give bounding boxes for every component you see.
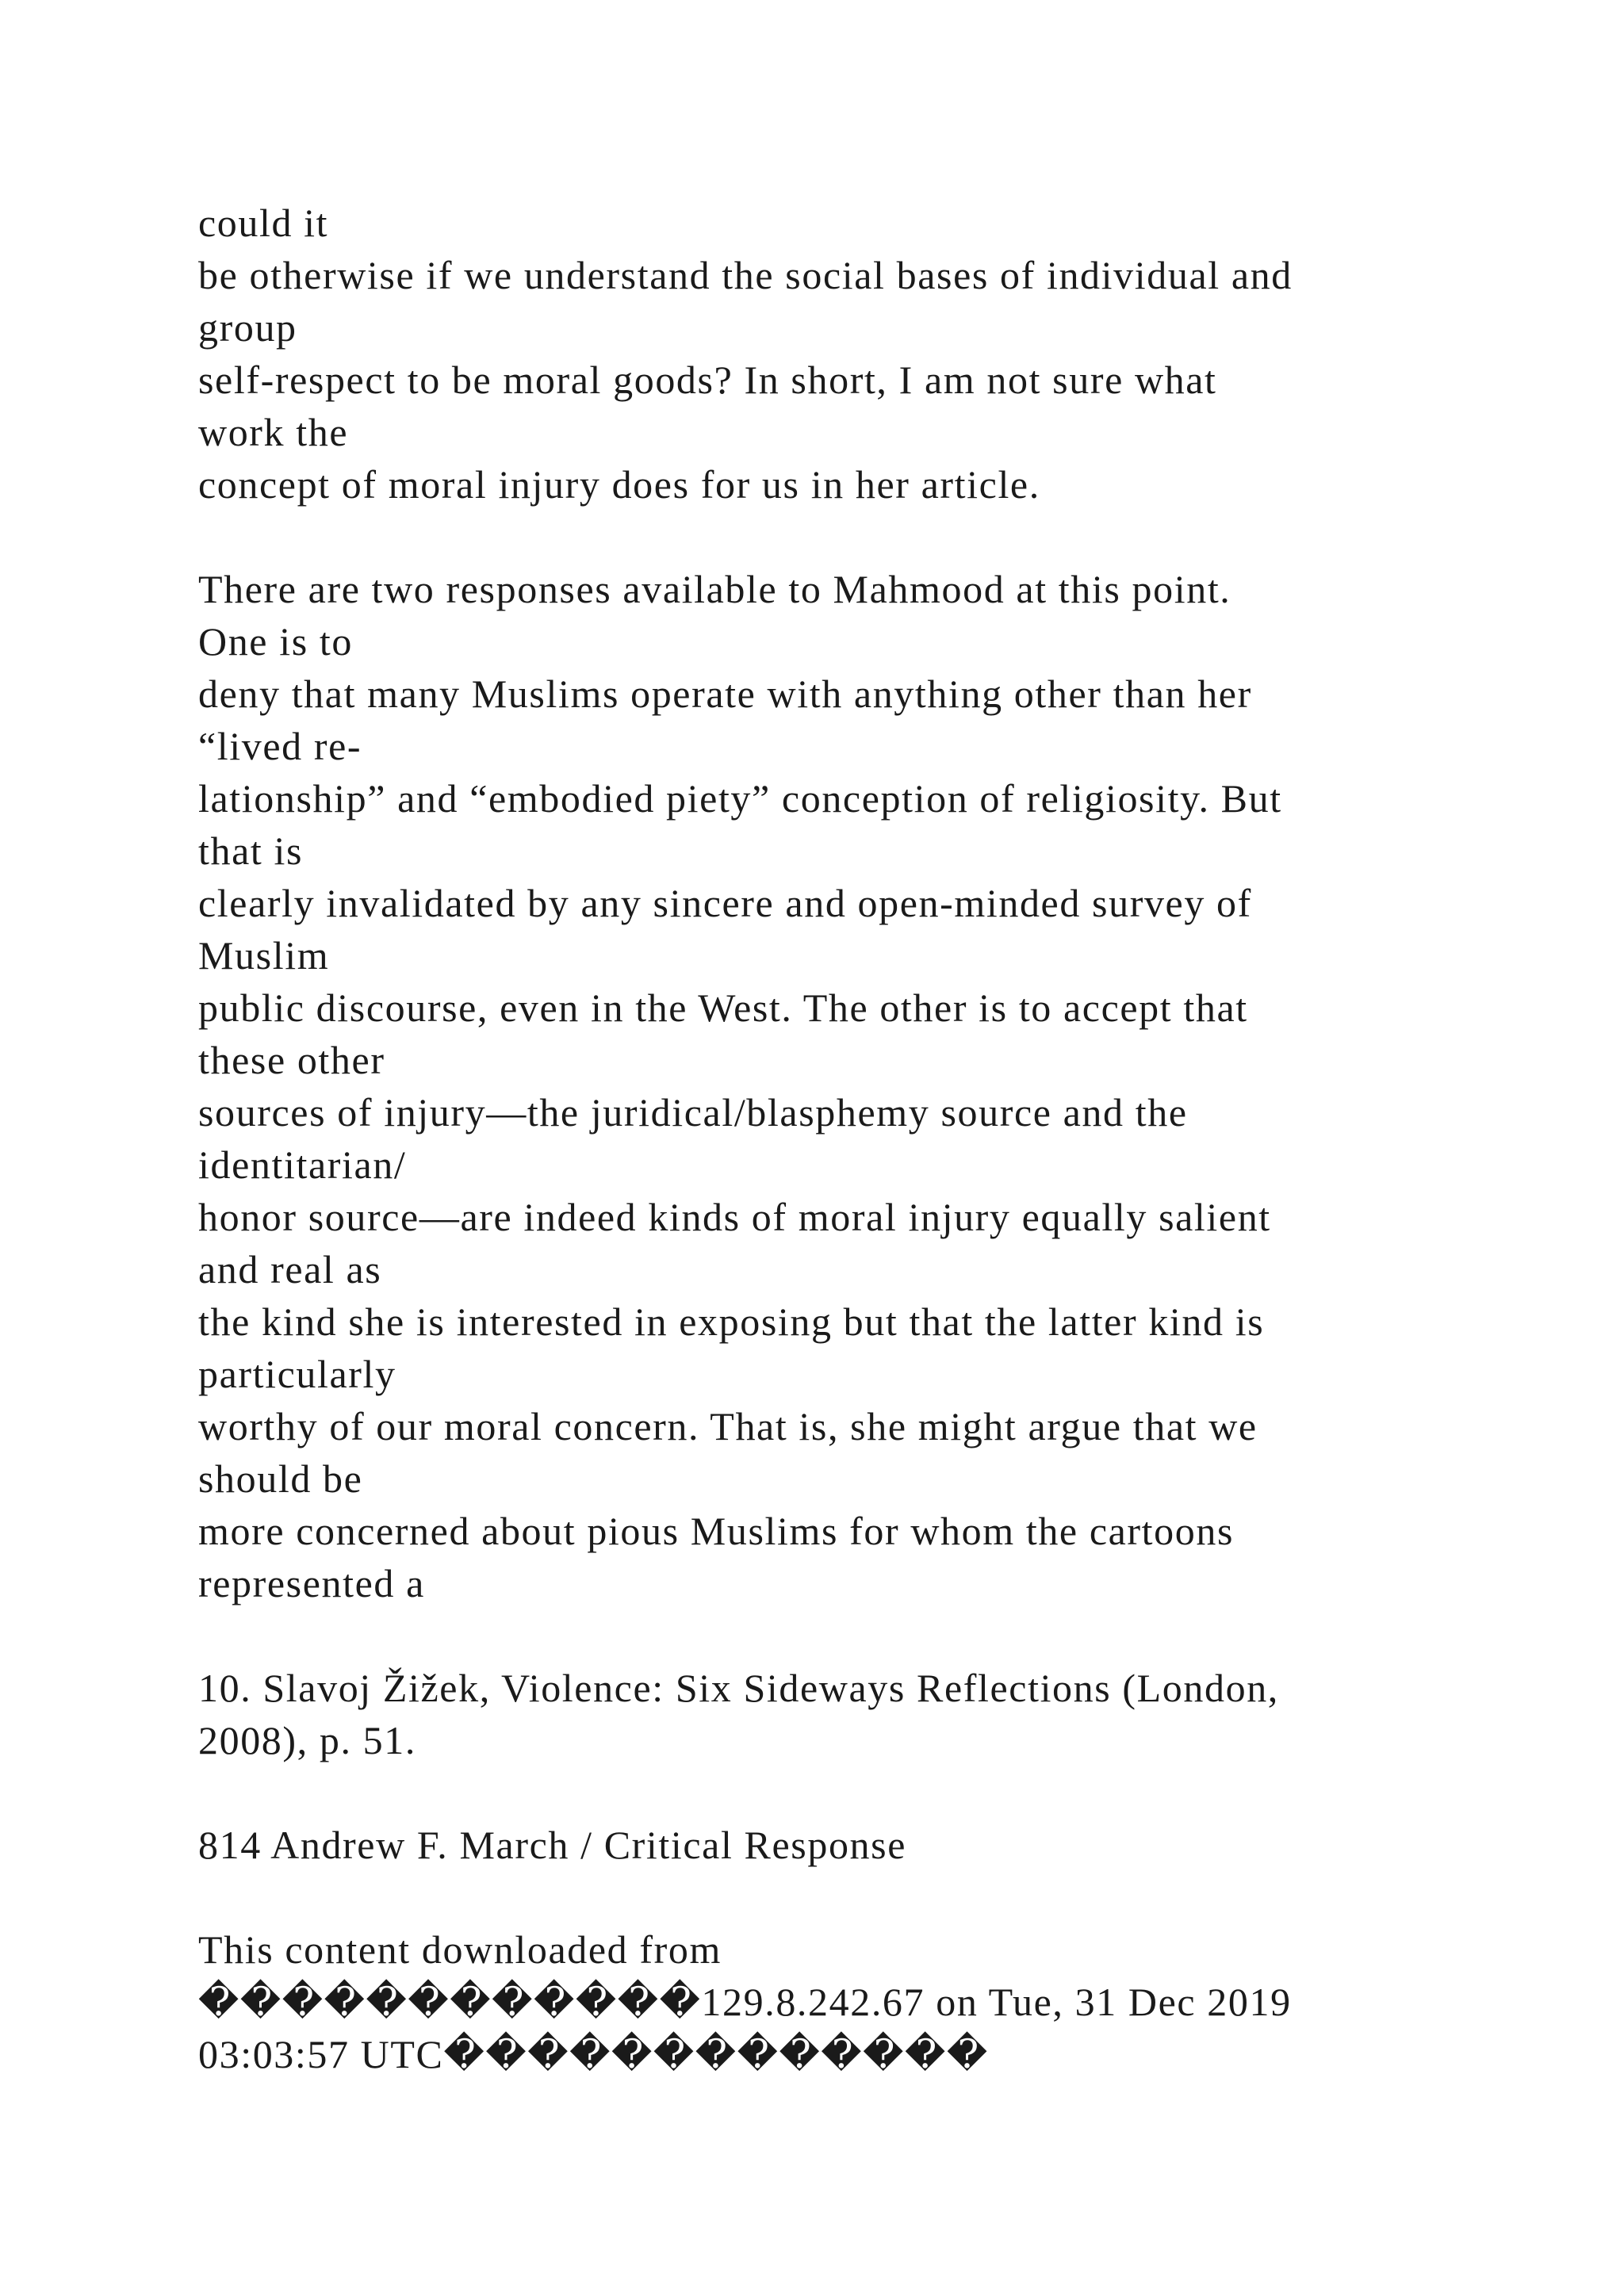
text-line: sources of injury—the juridical/blasphemy source and the	[198, 1090, 1188, 1135]
text-line: There are two responses available to Mahmood at this point.	[198, 567, 1231, 611]
text-line: group	[198, 305, 297, 350]
footnote-10	[198, 1662, 1546, 1766]
text-line: work the	[198, 410, 349, 454]
text-line: particularly	[198, 1352, 396, 1396]
download-notice-line: 03:03:57 UTC�������������	[198, 2032, 989, 2076]
text-line: “lived re-	[198, 724, 362, 768]
text-line: deny that many Muslims operate with anything other than her	[198, 672, 1252, 716]
paragraph-gap	[198, 511, 1546, 563]
paragraph-gap	[198, 1871, 1546, 1923]
text-line: self-respect to be moral goods? In short, I am not sure what	[198, 358, 1217, 402]
running-footer: 814 Andrew F. March / Critical Response	[198, 1823, 906, 1867]
text-line: these other	[198, 1038, 385, 1082]
download-notice-line: ������������129.8.242.67 on Tue, 31 Dec 2019	[198, 1980, 1292, 2024]
body-paragraph-1	[198, 197, 1546, 511]
footnote-line: 10. Slavoj Žižek, Violence: Six Sideways Reflections (London,	[198, 1666, 1279, 1710]
text-line: that is	[198, 828, 304, 873]
text-line: should be	[198, 1456, 363, 1501]
text-line: identitarian/	[198, 1142, 407, 1187]
text-line: One is to	[198, 619, 353, 664]
text-line: concept of moral injury does for us in her article.	[198, 462, 1040, 507]
download-notice	[198, 1923, 1546, 2080]
text-line: represented a	[198, 1561, 425, 1605]
text-line: could it	[198, 201, 329, 245]
text-line: Muslim	[198, 933, 330, 978]
text-line: worthy of our moral concern. That is, she might argue that we	[198, 1404, 1258, 1448]
download-notice-line: This content downloaded from	[198, 1927, 722, 1972]
text-line: honor source—are indeed kinds of moral injury equally salient	[198, 1195, 1271, 1239]
text-line: public discourse, even in the West. The other is to accept that	[198, 985, 1248, 1030]
text-line: be otherwise if we understand the social bases of individual and	[198, 253, 1293, 297]
body-paragraph-2	[198, 563, 1546, 1609]
footnote-line: 2008), p. 51.	[198, 1718, 416, 1762]
text-line: and real as	[198, 1247, 382, 1292]
document-page	[198, 197, 1546, 2080]
paragraph-gap	[198, 1766, 1546, 1819]
text-line: more concerned about pious Muslims for whom the cartoons	[198, 1509, 1235, 1553]
text-line: the kind she is interested in exposing but that the latter kind is	[198, 1299, 1265, 1344]
paragraph-gap	[198, 1609, 1546, 1662]
text-line: lationship” and “embodied piety” conception of religiosity. But	[198, 776, 1282, 821]
text-line: clearly invalidated by any sincere and open-minded survey of	[198, 881, 1252, 925]
